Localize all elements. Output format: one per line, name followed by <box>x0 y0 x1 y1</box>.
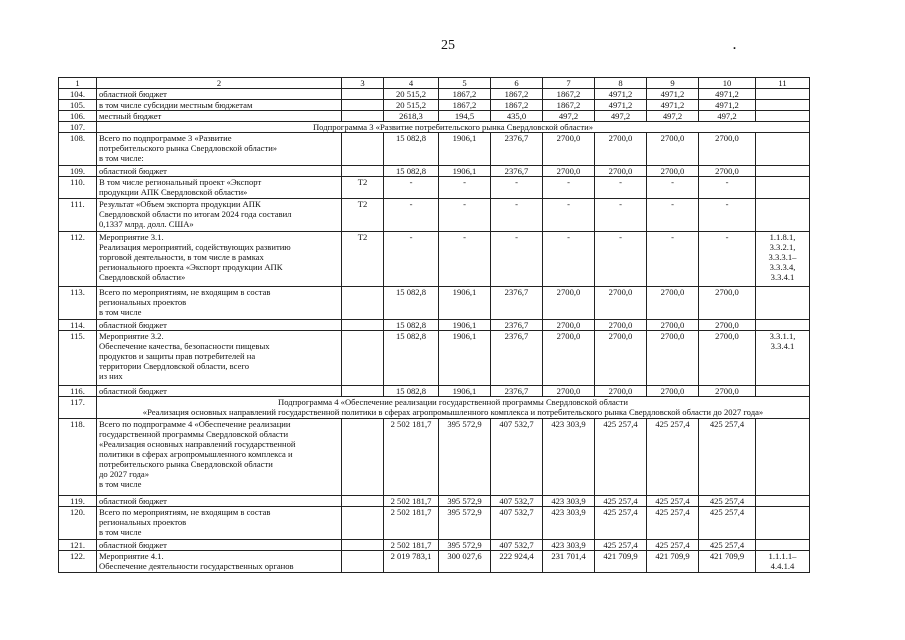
row-number: 122. <box>59 551 97 573</box>
amount-cell: 421 709,9 <box>699 551 756 573</box>
indicator-refs <box>756 540 810 551</box>
amount-cell: 2700,0 <box>699 386 756 397</box>
row-number: 119. <box>59 496 97 507</box>
row-number: 113. <box>59 287 97 320</box>
amount-cell: 395 572,9 <box>439 419 491 496</box>
target-code <box>342 287 384 320</box>
row-number: 106. <box>59 111 97 122</box>
row-number: 104. <box>59 89 97 100</box>
amount-cell: 1867,2 <box>439 89 491 100</box>
amount-cell: 2700,0 <box>647 133 699 166</box>
amount-cell: 20 515,2 <box>384 100 439 111</box>
row-name: Мероприятие 3.1. Реализация мероприятий, содействующих развитию торговой деятельности, в том числе в рамках регионального проекта «Экспорт продукции АПК Свердловской области» <box>97 232 342 287</box>
column-header: 10 <box>699 78 756 89</box>
amount-cell: 2700,0 <box>595 133 647 166</box>
amount-cell: - <box>491 199 543 232</box>
row-name: местный бюджет <box>97 111 342 122</box>
target-code <box>342 551 384 573</box>
amount-cell: - <box>384 177 439 199</box>
target-code: Т2 <box>342 232 384 287</box>
target-code <box>342 320 384 331</box>
row-name: Мероприятие 3.2. Обеспечение качества, безопасности пищевых продуктов и защиты прав потребителей на территории Свердловской области, всего из них <box>97 331 342 386</box>
amount-cell: 425 257,4 <box>595 496 647 507</box>
row-number: 107. <box>59 122 97 133</box>
amount-cell: 2 502 181,7 <box>384 540 439 551</box>
indicator-refs <box>756 133 810 166</box>
table-row <box>59 133 810 166</box>
indicator-refs <box>756 287 810 320</box>
subprogram-row <box>59 397 810 419</box>
column-header: 11 <box>756 78 810 89</box>
amount-cell: 15 082,8 <box>384 287 439 320</box>
amount-cell: 425 257,4 <box>595 419 647 496</box>
amount-cell: 407 532,7 <box>491 540 543 551</box>
amount-cell: - <box>439 199 491 232</box>
row-name: Результат «Объем экспорта продукции АПК Свердловской области по итогам 2024 года составил 0,1337 млрд. долл. США» <box>97 199 342 232</box>
row-name: В том числе региональный проект «Экспорт продукции АПК Свердловской области» <box>97 177 342 199</box>
row-number: 115. <box>59 331 97 386</box>
indicator-refs <box>756 199 810 232</box>
amount-cell: - <box>595 177 647 199</box>
table-row <box>59 507 810 540</box>
amount-cell: 4971,2 <box>647 89 699 100</box>
column-header: 5 <box>439 78 491 89</box>
amount-cell: 20 515,2 <box>384 89 439 100</box>
indicator-refs <box>756 386 810 397</box>
table-row <box>59 100 810 111</box>
row-number: 114. <box>59 320 97 331</box>
table-row <box>59 199 810 232</box>
amount-cell: 4971,2 <box>647 100 699 111</box>
target-code <box>342 100 384 111</box>
amount-cell: 2700,0 <box>595 320 647 331</box>
amount-cell: 425 257,4 <box>647 419 699 496</box>
amount-cell: 2700,0 <box>543 331 595 386</box>
amount-cell: 1867,2 <box>439 100 491 111</box>
amount-cell: 2 502 181,7 <box>384 496 439 507</box>
amount-cell: - <box>647 232 699 287</box>
amount-cell: - <box>491 177 543 199</box>
amount-cell: 2700,0 <box>543 386 595 397</box>
column-header: 8 <box>595 78 647 89</box>
table-row <box>59 419 810 496</box>
amount-cell: 2618,3 <box>384 111 439 122</box>
row-name: Всего по мероприятиям, не входящим в состав региональных проектов в том числе <box>97 287 342 320</box>
amount-cell: 2 019 783,1 <box>384 551 439 573</box>
amount-cell: - <box>699 177 756 199</box>
row-name: Всего по мероприятиям, не входящим в состав региональных проектов в том числе <box>97 507 342 540</box>
row-number: 118. <box>59 419 97 496</box>
row-name: Всего по подпрограмме 3 «Развитие потребительского рынка Свердловской области» в том числе: <box>97 133 342 166</box>
indicator-refs <box>756 419 810 496</box>
amount-cell: 435,0 <box>491 111 543 122</box>
amount-cell: 497,2 <box>699 111 756 122</box>
amount-cell: - <box>439 177 491 199</box>
row-number: 121. <box>59 540 97 551</box>
amount-cell: 1867,2 <box>491 89 543 100</box>
amount-cell: 2376,7 <box>491 287 543 320</box>
column-header: 2 <box>97 78 342 89</box>
amount-cell: 1906,1 <box>439 386 491 397</box>
row-number: 110. <box>59 177 97 199</box>
row-number: 105. <box>59 100 97 111</box>
amount-cell: 2376,7 <box>491 166 543 177</box>
table-row <box>59 540 810 551</box>
row-number: 117. <box>59 397 97 419</box>
amount-cell: 15 082,8 <box>384 133 439 166</box>
amount-cell: 1906,1 <box>439 320 491 331</box>
row-number: 120. <box>59 507 97 540</box>
amount-cell: 497,2 <box>595 111 647 122</box>
amount-cell: 2700,0 <box>543 320 595 331</box>
amount-cell: 425 257,4 <box>699 496 756 507</box>
amount-cell: 395 572,9 <box>439 540 491 551</box>
amount-cell: 423 303,9 <box>543 540 595 551</box>
amount-cell: 395 572,9 <box>439 496 491 507</box>
table-row <box>59 232 810 287</box>
indicator-refs: 1.1.1.1–4.4.1.4 <box>756 551 810 573</box>
row-name: Всего по подпрограмме 4 «Обеспечение реализации государственной программы Свердловской области «Реализация основных направлений государственной политики в сферах агропромышленного комплекса и потребительского рынка Свердловской области до 2027 года» в том числе <box>97 419 342 496</box>
amount-cell: 421 709,9 <box>647 551 699 573</box>
budget-table <box>58 77 810 573</box>
target-code: Т2 <box>342 199 384 232</box>
indicator-refs <box>756 507 810 540</box>
amount-cell: 2700,0 <box>595 166 647 177</box>
amount-cell: 425 257,4 <box>647 507 699 540</box>
table-row <box>59 551 810 573</box>
amount-cell: 4971,2 <box>699 100 756 111</box>
table-row <box>59 496 810 507</box>
amount-cell: 2376,7 <box>491 133 543 166</box>
target-code <box>342 496 384 507</box>
target-code <box>342 540 384 551</box>
row-name: областной бюджет <box>97 166 342 177</box>
subprogram-row <box>59 122 810 133</box>
target-code <box>342 331 384 386</box>
amount-cell: 425 257,4 <box>699 419 756 496</box>
amount-cell: - <box>595 199 647 232</box>
row-number: 108. <box>59 133 97 166</box>
page-number: 25 <box>441 38 455 53</box>
amount-cell: 395 572,9 <box>439 507 491 540</box>
amount-cell: - <box>543 177 595 199</box>
amount-cell: 425 257,4 <box>699 540 756 551</box>
indicator-refs <box>756 166 810 177</box>
amount-cell: 4971,2 <box>595 89 647 100</box>
amount-cell: 2376,7 <box>491 331 543 386</box>
amount-cell: 423 303,9 <box>543 507 595 540</box>
amount-cell: 2 502 181,7 <box>384 419 439 496</box>
amount-cell: 1906,1 <box>439 331 491 386</box>
amount-cell: 2 502 181,7 <box>384 507 439 540</box>
row-name: областной бюджет <box>97 320 342 331</box>
row-name: областной бюджет <box>97 540 342 551</box>
target-code <box>342 133 384 166</box>
target-code <box>342 419 384 496</box>
amount-cell: 425 257,4 <box>595 507 647 540</box>
amount-cell: 15 082,8 <box>384 320 439 331</box>
amount-cell: 407 532,7 <box>491 507 543 540</box>
target-code <box>342 507 384 540</box>
amount-cell: 1867,2 <box>543 100 595 111</box>
indicator-refs <box>756 100 810 111</box>
subprogram-title: Подпрограмма 3 «Развитие потребительского рынка Свердловской области» <box>97 122 810 133</box>
amount-cell: 2700,0 <box>543 287 595 320</box>
amount-cell: 423 303,9 <box>543 419 595 496</box>
amount-cell: 300 027,6 <box>439 551 491 573</box>
indicator-refs <box>756 320 810 331</box>
amount-cell: 2700,0 <box>595 331 647 386</box>
target-code <box>342 89 384 100</box>
table-row <box>59 386 810 397</box>
amount-cell: 2700,0 <box>699 166 756 177</box>
column-header: 9 <box>647 78 699 89</box>
column-header: 1 <box>59 78 97 89</box>
column-header: 7 <box>543 78 595 89</box>
amount-cell: 1906,1 <box>439 133 491 166</box>
amount-cell: 2700,0 <box>647 287 699 320</box>
amount-cell: 2700,0 <box>595 287 647 320</box>
amount-cell: 15 082,8 <box>384 331 439 386</box>
amount-cell: 2700,0 <box>647 386 699 397</box>
row-name: в том числе субсидии местным бюджетам <box>97 100 342 111</box>
amount-cell: - <box>384 199 439 232</box>
amount-cell: 2700,0 <box>699 287 756 320</box>
amount-cell: - <box>699 199 756 232</box>
amount-cell: 2376,7 <box>491 386 543 397</box>
amount-cell: 407 532,7 <box>491 419 543 496</box>
indicator-refs <box>756 496 810 507</box>
amount-cell: - <box>384 232 439 287</box>
amount-cell: 2700,0 <box>699 331 756 386</box>
table-row <box>59 89 810 100</box>
row-name: областной бюджет <box>97 89 342 100</box>
amount-cell: 194,5 <box>439 111 491 122</box>
row-number: 112. <box>59 232 97 287</box>
target-code <box>342 111 384 122</box>
amount-cell: 2700,0 <box>543 166 595 177</box>
amount-cell: 1867,2 <box>491 100 543 111</box>
column-header: 4 <box>384 78 439 89</box>
amount-cell: - <box>439 232 491 287</box>
amount-cell: 425 257,4 <box>647 540 699 551</box>
amount-cell: - <box>647 199 699 232</box>
row-name: областной бюджет <box>97 496 342 507</box>
amount-cell: 2700,0 <box>595 386 647 397</box>
amount-cell: 2700,0 <box>647 320 699 331</box>
table-row <box>59 111 810 122</box>
amount-cell: - <box>543 199 595 232</box>
target-code: Т2 <box>342 177 384 199</box>
amount-cell: 407 532,7 <box>491 496 543 507</box>
amount-cell: 425 257,4 <box>647 496 699 507</box>
column-header: 3 <box>342 78 384 89</box>
amount-cell: 4971,2 <box>699 89 756 100</box>
indicator-refs <box>756 111 810 122</box>
amount-cell: - <box>595 232 647 287</box>
amount-cell: 425 257,4 <box>595 540 647 551</box>
table-row <box>59 320 810 331</box>
amount-cell: 1867,2 <box>543 89 595 100</box>
table-row <box>59 287 810 320</box>
row-name: Мероприятие 4.1. Обеспечение деятельности государственных органов <box>97 551 342 573</box>
amount-cell: 2700,0 <box>699 133 756 166</box>
column-header: 6 <box>491 78 543 89</box>
row-name: областной бюджет <box>97 386 342 397</box>
amount-cell: 2700,0 <box>699 320 756 331</box>
amount-cell: - <box>543 232 595 287</box>
amount-cell: - <box>699 232 756 287</box>
indicator-refs <box>756 89 810 100</box>
stray-mark: . <box>733 38 736 52</box>
amount-cell: - <box>491 232 543 287</box>
table-row <box>59 166 810 177</box>
amount-cell: 497,2 <box>543 111 595 122</box>
indicator-refs: 3.3.1.1, 3.3.4.1 <box>756 331 810 386</box>
subprogram-title: Подпрограмма 4 «Обеспечение реализации государственной программы Свердловской области «Реализация основных направлений государственной политики в сферах агропромышленного комплекса и потребительского рынка Свердловской области до 2027 года» <box>97 397 810 419</box>
row-number: 111. <box>59 199 97 232</box>
amount-cell: 222 924,4 <box>491 551 543 573</box>
amount-cell: 1906,1 <box>439 166 491 177</box>
table-row <box>59 331 810 386</box>
table-header-row <box>59 78 810 89</box>
amount-cell: 2700,0 <box>543 133 595 166</box>
amount-cell: 4971,2 <box>595 100 647 111</box>
amount-cell: 423 303,9 <box>543 496 595 507</box>
indicator-refs <box>756 177 810 199</box>
amount-cell: 15 082,8 <box>384 386 439 397</box>
indicator-refs: 1.1.8.1, 3.3.2.1, 3.3.3.1–3.3.3.4, 3.3.4.1 <box>756 232 810 287</box>
target-code <box>342 166 384 177</box>
row-number: 116. <box>59 386 97 397</box>
amount-cell: - <box>647 177 699 199</box>
amount-cell: 421 709,9 <box>595 551 647 573</box>
amount-cell: 231 701,4 <box>543 551 595 573</box>
amount-cell: 2376,7 <box>491 320 543 331</box>
amount-cell: 1906,1 <box>439 287 491 320</box>
amount-cell: 15 082,8 <box>384 166 439 177</box>
row-number: 109. <box>59 166 97 177</box>
amount-cell: 497,2 <box>647 111 699 122</box>
amount-cell: 425 257,4 <box>699 507 756 540</box>
amount-cell: 2700,0 <box>647 331 699 386</box>
amount-cell: 2700,0 <box>647 166 699 177</box>
table-row <box>59 177 810 199</box>
target-code <box>342 386 384 397</box>
